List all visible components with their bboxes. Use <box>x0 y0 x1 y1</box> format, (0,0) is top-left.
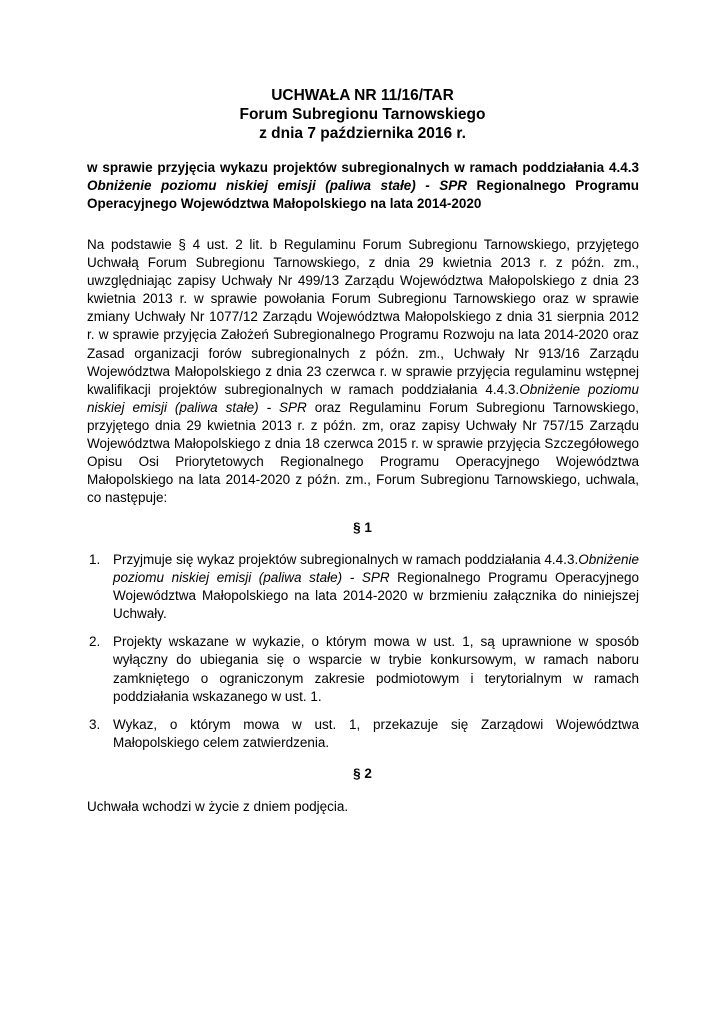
resolution-subject <box>87 159 639 213</box>
list-item-number: 1. <box>89 552 101 567</box>
section-1-heading: § 1 <box>353 520 372 535</box>
preamble-text-2: oraz Regulaminu Forum Subregionu Tarnowskiego, przyjętego dnia 29 kwietnia 2013 r. z późn. zm, oraz zapisy Uchwały Nr 757/15 Zarządu Województwa Małopolskiego z dnia 18 czerwca 2015 r. w sprawie przyjęcia Szczegółowego Opisu Osi Priorytetowych Regionalnego Programu Operacyjnego Województwa Małopolskiego na lata 2014-2020 z późn. zm., Forum Subregionu Tarnowskiego, uchwala, co następuje: <box>87 399 639 506</box>
list-item <box>87 716 639 752</box>
list-item <box>87 551 639 623</box>
subject-text-1: w sprawie przyjęcia wykazu projektów subregionalnych w ramach poddziałania 4.4.3 <box>87 160 639 175</box>
section-1-list <box>87 551 639 762</box>
list-item <box>87 633 639 705</box>
list-item-text-2: Regionalnego Programu Operacyjnego Województwa Małopolskiego na lata 2014-2020 w brzmieniu załącznika do niniejszej Uchwały. <box>113 570 639 622</box>
list-item-text: Wykaz, o którym mowa w ust. 1, przekazuje się Zarządowi Województwa Małopolskiego celem zatwierdzenia. <box>113 716 639 750</box>
list-item-number: 3. <box>89 716 101 732</box>
list-item-text: Projekty wskazane w wykazie, o którym mowa w ust. 1, są uprawnione w sposób wyłączny do ubiegania się o wsparcie w trybie konkursowym, w ramach naboru zamkniętego o ograniczonym zakresie podmiotowym i terytorialnym w ramach poddziałania wskazanego w ust. 1. <box>113 634 639 704</box>
list-item-text-1: Przyjmuje się wykaz projektów subregionalnych w ramach poddziałania 4.4.3. <box>113 552 579 567</box>
list-item-italic: Obniżenie poziomu niskiej emisji (paliwa stałe) - SPR <box>113 552 639 586</box>
subject-text-2: Regionalnego Programu Operacyjnego Województwa Małopolskiego na lata 2014-2020 <box>87 178 639 211</box>
resolution-date: z dnia 7 października 2016 r. <box>259 125 466 142</box>
resolution-number: UCHWAŁA NR 11/16/TAR <box>271 87 454 104</box>
closing-statement: Uchwała wchodzi w życie z dniem podjęcia. <box>87 799 349 814</box>
section-2-heading: § 2 <box>353 766 372 781</box>
resolution-title <box>0 86 725 143</box>
preamble-italic: Obniżenie poziomu niskiej emisji (paliwa stałe) - SPR <box>87 381 639 415</box>
list-item-number: 2. <box>89 634 101 650</box>
preamble <box>87 236 639 507</box>
issuing-body: Forum Subregionu Tarnowskiego <box>239 106 486 123</box>
preamble-text-1: Na podstawie § 4 ust. 2 lit. b Regulaminu Forum Subregionu Tarnowskiego, przyjętego Uchwałą Forum Subregionu Tarnowskiego, z dnia 29 kwietnia 2013 r. z późn. zm., uwzględniając zapisy Uchwały Nr 499/13 Zarządu Województwa Małopolskiego z dnia 23 kwietnia 2013 r. w sprawie powołania Forum Subregionu Tarnowskiego oraz w sprawie zmiany Uchwały Nr 1077/12 Zarządu Województwa Małopolskiego z dnia 31 sierpnia 2012 r. w sprawie przyjęcia Założeń Subregionalnego Programu Rozwoju na lata 2014-2020 oraz Zasad organizacji forów subregionalnych z późn. zm., Uchwały Nr 913/16 Zarządu Województwa Małopolskiego z dnia 23 czerwca r. w sprawie przyjęcia regulaminu wstępnej kwalifikacji projektów subregionalnych w ramach poddziałania 4.4.3. <box>87 237 639 397</box>
subject-italic: Obniżenie poziomu niskiej emisji (paliwa stałe) - SPR <box>87 178 467 193</box>
